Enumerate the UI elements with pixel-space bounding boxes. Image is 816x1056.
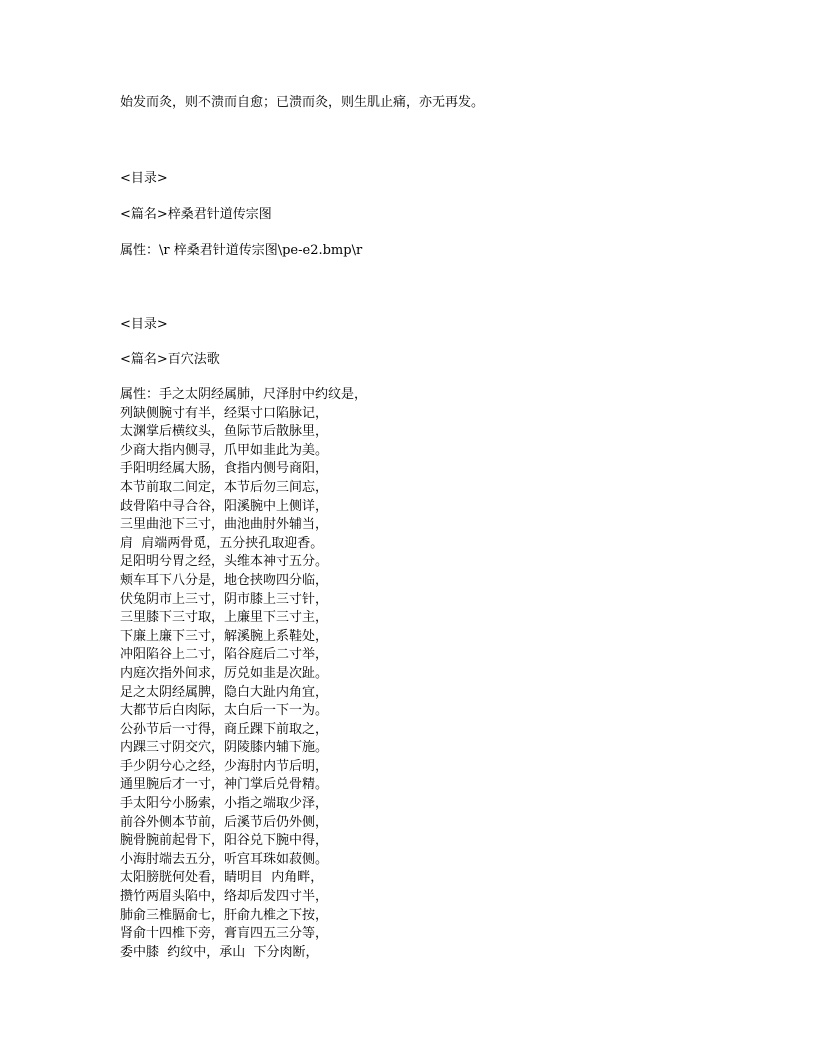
poem-body (120, 386, 367, 962)
poem-line: 大都节后白肉际，太白后一下一为。 (120, 703, 329, 719)
intro-line: 始发而灸，则不溃而自愈；已溃而灸，则生肌止痛，亦无再发。 (120, 95, 485, 110)
poem-line: 攒竹两眉头陷中，络却后发四寸半， (120, 889, 329, 905)
poem-line: 公孙节后一寸得，商丘踝下前取之， (120, 721, 329, 737)
poem-line: 三里膝下三寸取，上廉里下三寸主， (120, 610, 329, 626)
poem-line: 下廉上廉下三寸，解溪腕上系鞋处， (120, 628, 329, 644)
poem-line: 肩 肩端两骨觅，五分挟孔取迎香。 (120, 535, 324, 551)
poem-line: 属性：手之太阴经属肺，尺泽肘中约纹是， (120, 387, 368, 402)
poem-line: 颊车耳下八分是，地仓挟吻四分临， (120, 572, 329, 588)
poem-line: 前谷外侧本节前，后溪节后仍外侧， (120, 814, 329, 830)
poem-line: 太阳膀胱何处看，睛明目 内角畔， (120, 870, 324, 886)
toc-marker-1: <目录> (120, 171, 168, 186)
poem-line: 少商大指内侧寻，爪甲如韭此为美。 (120, 442, 329, 458)
poem-line: 列缺侧腕寸有半，经渠寸口陷脉记， (120, 405, 329, 421)
poem-line: 本节前取二间定，本节后勿三间忘， (120, 479, 329, 495)
poem-line: 内踝三寸阴交穴，阴陵膝内辅下施。 (120, 740, 329, 756)
section-title-2: <篇名>百穴法歌 (120, 352, 220, 367)
poem-line: 肾俞十四椎下旁，膏肓四五三分等， (120, 926, 329, 942)
poem-line: 腕骨腕前起骨下，阳谷兑下腕中得， (120, 833, 329, 849)
attribute-line-1: 属性：\r 梓桑君针道传宗图\pe-e2.bmp\r (120, 243, 363, 258)
poem-line: 太渊掌后横纹头，鱼际节后散脉里， (120, 424, 329, 440)
poem-line: 内庭次指外间求，厉兑如韭是次趾。 (120, 665, 329, 681)
poem-line: 三里曲池下三寸，曲池曲肘外辅当， (120, 517, 329, 533)
poem-line: 小海肘端去五分，听宫耳珠如菽侧。 (120, 851, 329, 867)
poem-line: 伏兔阴市上三寸，阴市膝上三寸针， (120, 591, 329, 607)
toc-marker-2: <目录> (120, 317, 168, 332)
section-title-1: <篇名>梓桑君针道传宗图 (120, 207, 272, 222)
poem-line: 冲阳陷谷上二寸，陷谷庭后二寸举， (120, 647, 329, 663)
poem-line: 肺俞三椎膈俞七，肝俞九椎之下按， (120, 907, 329, 923)
poem-line: 手太阳兮小肠索，小指之端取少泽， (120, 796, 329, 812)
poem-line: 手少阴兮心之经，少海肘内节后明， (120, 758, 329, 774)
poem-line: 足之太阴经属脾，隐白大趾内角宜， (120, 684, 329, 700)
poem-line: 手阳明经属大肠，食指内侧号商阳， (120, 461, 329, 477)
poem-line: 通里腕后才一寸，神门掌后兑骨精。 (120, 777, 329, 793)
poem-line: 委中膝 约纹中，承山 下分肉断， (120, 944, 319, 960)
poem-line: 歧骨陷中寻合谷，阳溪腕中上侧详， (120, 498, 329, 514)
poem-line: 足阳明兮胃之经，头维本神寸五分。 (120, 554, 329, 570)
